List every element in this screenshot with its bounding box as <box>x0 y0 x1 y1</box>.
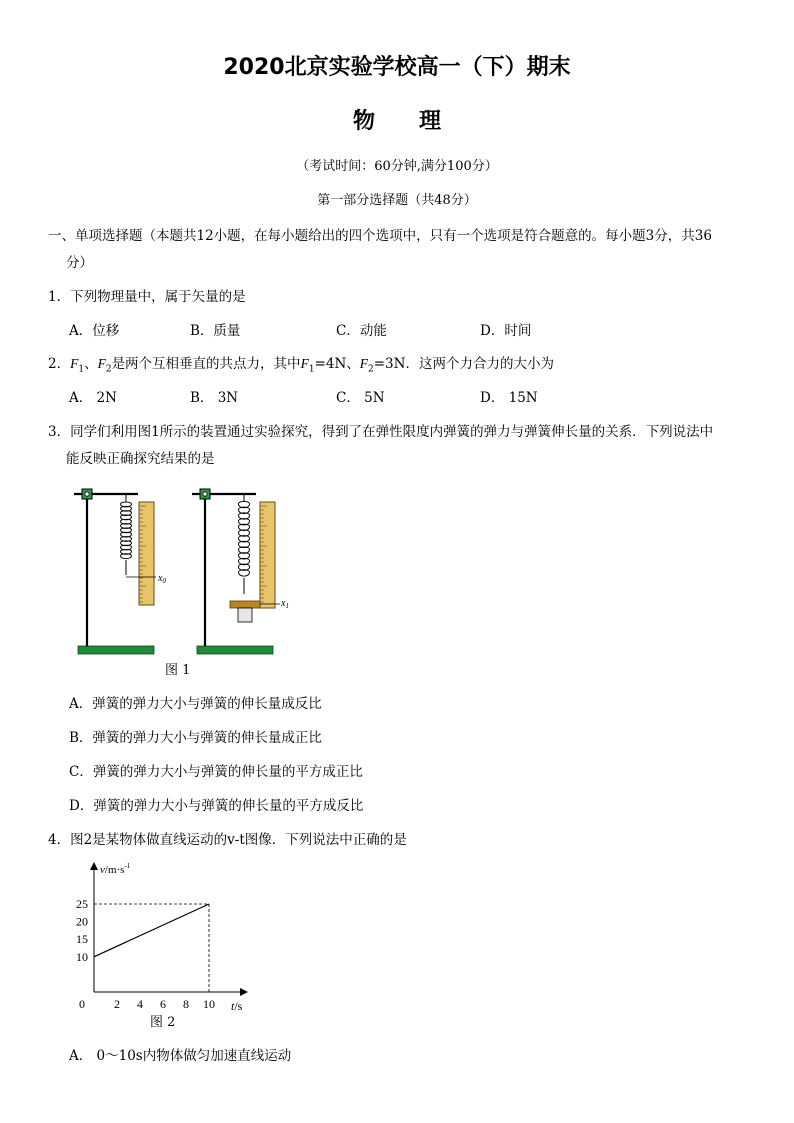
part-title: 第一部分选择题（共48分） <box>317 193 477 208</box>
page-title: 2020北京实验学校高一（下）期末 <box>223 55 571 80</box>
figure-1-spring-apparatus <box>70 480 310 680</box>
q3-option-d: D．弹簧的弹力大小与弹簧的伸长量的平方成反比 <box>69 798 364 814</box>
label-x1: $x_1$ <box>281 598 289 610</box>
y-tick-label: 10 <box>76 949 88 964</box>
figure-2-vt-chart <box>66 855 266 1020</box>
x-tick-label: 2 <box>114 997 120 1011</box>
spring-right <box>239 501 250 576</box>
subject-char-1: 物 <box>352 109 375 134</box>
y-tick-label: 20 <box>76 914 88 929</box>
q3-option-a: A．弹簧的弹力大小与弹簧的伸长量成反比 <box>69 696 322 712</box>
y-axis-label: $v/m\cdot s^{-1}$ <box>100 862 131 876</box>
q2-option-b: B． 3N <box>190 390 239 406</box>
q2-option-a: A． 2N <box>69 390 117 406</box>
weight-block <box>238 608 252 622</box>
question-3-stem-cont: 能反映正确探究结果的是 <box>66 451 215 467</box>
origin-label: 0 <box>79 997 85 1011</box>
weight-hanger <box>230 601 260 608</box>
q3-option-b: B．弹簧的弹力大小与弹簧的伸长量成正比 <box>69 730 322 746</box>
q1-option-d: D．时间 <box>480 323 532 339</box>
x-tick-label: 10 <box>203 997 215 1011</box>
x-tick-label: 8 <box>183 997 189 1011</box>
y-tick-label: 15 <box>76 932 88 947</box>
subject-heading <box>0 104 794 135</box>
figure-2-caption: 图 2 <box>150 1015 176 1030</box>
q4-option-a: A． 0～10s内物体做匀加速直线运动 <box>69 1048 292 1064</box>
question-3-stem: 3．同学们利用图1所示的装置通过实验探究，得到了在弹性限度内弹簧的弹力与弹簧伸长量的关系．下列说法中 <box>48 424 714 440</box>
label-x0: $x_0$ <box>158 573 166 585</box>
x-tick-label: 6 <box>160 997 166 1011</box>
y-tick-label: 25 <box>76 897 88 911</box>
section-heading-cont: 分） <box>66 255 93 271</box>
q1-option-a: A．位移 <box>69 323 120 339</box>
x-tick-label: 4 <box>137 997 143 1011</box>
q3-option-c: C．弹簧的弹力大小与弹簧的伸长量的平方成正比 <box>69 764 363 780</box>
stand-base-right <box>197 646 273 654</box>
question-1-stem: 1．下列物理量中，属于矢量的是 <box>48 289 246 305</box>
series-line <box>94 904 209 957</box>
question-2-stem: 2．$F_1$、$F_2$是两个互相垂直的共点力，其中$F_1=4N$、$F_2=3N$．这两个力合力的大小为 <box>48 356 554 375</box>
q1-option-b: B．质量 <box>190 323 241 339</box>
q2-option-d: D． 15N <box>480 390 538 406</box>
stand-base-left <box>78 646 154 654</box>
q1-option-c: C．动能 <box>336 323 387 339</box>
figure-1-caption: 图 1 <box>165 663 191 678</box>
exam-info: （考试时间：60分钟,满分100分） <box>296 159 498 174</box>
question-4-stem: 4．图2是某物体做直线运动的v-t图像．下列说法中正确的是 <box>48 832 407 848</box>
q2-option-c: C． 5N <box>336 390 385 406</box>
spring-left <box>121 502 132 559</box>
x-axis-label: t/s <box>231 999 243 1013</box>
ruler-left <box>139 502 154 605</box>
section-heading: 一、单项选择题（本题共12小题，在每小题给出的四个选项中，只有一个选项是符合题意的。每小题3分，共36 <box>48 228 712 244</box>
subject-char-2: 理 <box>419 109 442 134</box>
